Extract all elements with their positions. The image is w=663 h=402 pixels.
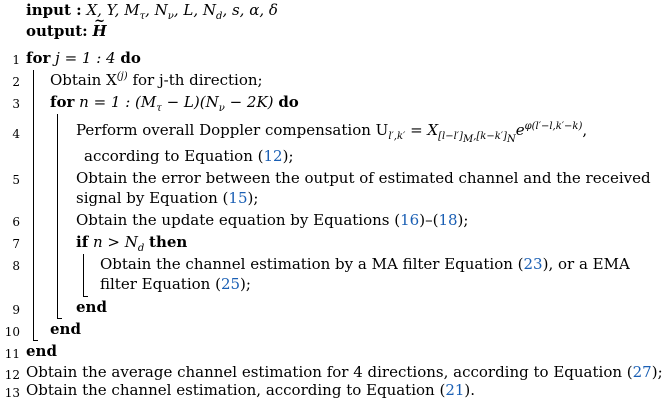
- equation-link[interactable]: 16: [400, 211, 420, 229]
- input-keyword: input :: [26, 1, 82, 19]
- equation-link[interactable]: 23: [523, 255, 543, 273]
- if-keyword: if: [76, 233, 89, 251]
- equation-link[interactable]: 27: [632, 363, 652, 381]
- line-number: 9: [12, 303, 20, 317]
- equation-link[interactable]: 21: [445, 381, 465, 399]
- line-number: 11: [4, 347, 20, 361]
- algo-line-2: Obtain $X^{(j)}$ for j-th direction;: [50, 71, 263, 89]
- for-outer: [26, 50, 141, 67]
- equation-link[interactable]: 25: [220, 275, 241, 293]
- equation-link[interactable]: 15: [228, 189, 248, 207]
- algo-line-12: Obtain the average channel estimation for 4 directions, according to Equation (27);: [26, 363, 663, 381]
- algo-line-5b: signal by Equation (15);: [76, 189, 259, 207]
- line-number: 4: [12, 127, 20, 141]
- algo-line-4b: according to Equation (12);: [84, 147, 294, 165]
- line-number: 5: [12, 173, 20, 187]
- algo-line-5: Obtain the error between the output of estimated channel and the received: [76, 169, 651, 187]
- indent-tick-if: [83, 296, 88, 297]
- output-line: [26, 23, 107, 40]
- indent-tick-outer: [33, 340, 38, 341]
- algo-line-8: Obtain the channel estimation by a MA filter Equation (23), or a EMA: [100, 255, 630, 273]
- indent-bar-if: [83, 254, 84, 296]
- line-number: 7: [12, 237, 20, 251]
- algo-line-4: Perform overall Doppler compensation $U_{l',k'} = X_{[l-l']_M,[k-k']_N}e^{\varphi(l'-l,k'-k)}$,: [76, 121, 588, 145]
- line-number: 10: [4, 325, 20, 339]
- end-for-outer: end: [26, 342, 57, 360]
- output-keyword: output:: [26, 22, 88, 40]
- equation-link[interactable]: 18: [438, 211, 458, 229]
- then-keyword: then: [149, 233, 188, 251]
- line-number: 1: [12, 53, 20, 67]
- line-number: 13: [4, 386, 20, 400]
- line-number: 6: [12, 215, 20, 229]
- loop-condition: j = 1 : 4: [55, 49, 116, 67]
- algo-line-8b: filter Equation (25);: [100, 275, 251, 293]
- for-keyword: for: [50, 93, 75, 111]
- algo-line-13: Obtain the channel estimation, according to Equation (21).: [26, 381, 476, 399]
- for-inner: for n = 1 : $(M_\tau - L)(N_\nu - 2K)$ do: [50, 93, 299, 114]
- indent-bar-inner: [57, 114, 58, 318]
- algo-line-6: Obtain the update equation by Equations (16)–(18);: [76, 211, 469, 229]
- end-if: end: [76, 298, 107, 316]
- for-keyword: for: [26, 49, 51, 67]
- line-number: 12: [4, 368, 20, 382]
- indent-bar-outer: [33, 70, 34, 340]
- end-for-inner: end: [50, 320, 81, 338]
- equation-link[interactable]: 12: [263, 147, 283, 165]
- output-var: ~ H: [92, 23, 106, 40]
- line-number: 3: [12, 97, 20, 111]
- do-keyword: do: [278, 93, 299, 111]
- input-vars: X, Y, $M_\tau$, $N_\nu$, L, $N_d$, s, α, δ: [86, 1, 278, 22]
- input-line: [26, 1, 278, 22]
- do-keyword: do: [120, 49, 141, 67]
- if-statement: if $n > N_d$ then: [76, 233, 188, 254]
- indent-tick-inner: [57, 318, 62, 319]
- line-number: 8: [12, 259, 20, 273]
- line-number: 2: [12, 75, 20, 89]
